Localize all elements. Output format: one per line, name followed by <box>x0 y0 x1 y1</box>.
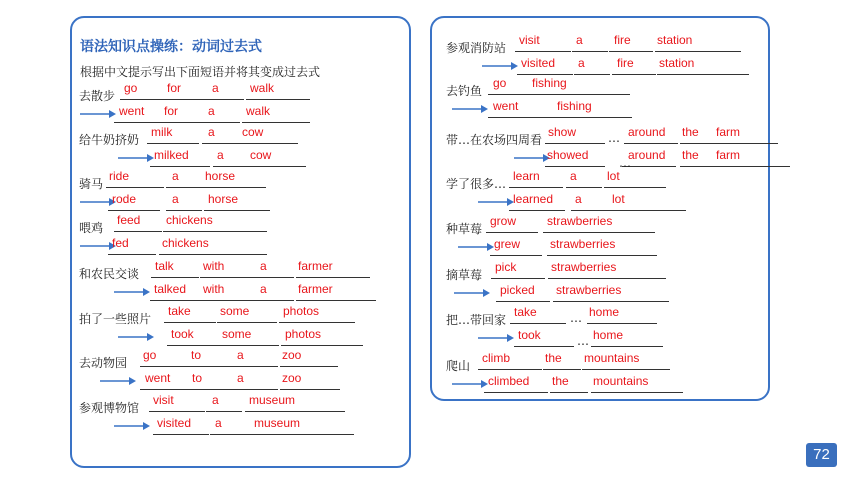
left-row-3-arrow-icon <box>80 198 116 206</box>
left-row-8-past-word: museum <box>254 416 301 430</box>
right-row-1-past-word: a <box>578 56 585 70</box>
right-row-3-present-underline <box>545 143 605 144</box>
left-row-2-past-underline <box>213 166 249 167</box>
right-row-7-present-word: take <box>514 305 537 319</box>
left-row-7-past-word: went <box>145 371 171 385</box>
right-row-8-past-underline <box>591 392 683 393</box>
left-row-4-past-underline <box>108 254 156 255</box>
right-row-6-present-word: strawberries <box>551 260 617 274</box>
left-row-5-present-underline <box>256 277 294 278</box>
right-row-7-present-word: home <box>589 305 620 319</box>
left-row-3-present-word: ride <box>109 169 130 183</box>
left-row-6-past-underline <box>167 345 219 346</box>
left-row-5-present-word: farmer <box>298 259 333 273</box>
left-row-5-past-underline <box>296 300 376 301</box>
right-row-4-present-underline <box>566 187 602 188</box>
left-row-6-present-underline <box>164 322 216 323</box>
left-row-3-present-underline <box>166 187 202 188</box>
right-row-2-past-underline <box>548 117 632 118</box>
left-row-5-present-word: talk <box>155 259 174 273</box>
right-row-1-past-underline <box>517 74 573 75</box>
right-row-4-past-underline <box>509 210 565 211</box>
right-row-3-chinese: 带…在农场四周看 <box>446 133 543 147</box>
right-row-6-chinese: 摘草莓 <box>446 268 483 282</box>
left-row-1-past-underline <box>114 122 160 123</box>
left-row-3-present-underline <box>200 187 266 188</box>
right-row-4-past-word: a <box>575 192 582 206</box>
left-row-8-arrow-icon <box>114 422 150 430</box>
right-row-6-present-word: pick <box>495 260 517 274</box>
right-row-8-past-word: mountains <box>593 374 649 388</box>
right-row-2-arrow-icon <box>452 105 488 113</box>
left-row-5-present-underline <box>200 277 256 278</box>
left-row-2-present-word: milk <box>151 125 173 139</box>
left-row-2-arrow-icon <box>118 154 154 162</box>
right-row-3-present-underline <box>680 143 714 144</box>
left-row-8-present-word: a <box>212 393 219 407</box>
instruction-text: 根据中文提示写出下面短语并将其变成过去式 <box>80 65 321 79</box>
left-row-5-present-word: with <box>203 259 225 273</box>
left-row-2-past-word: milked <box>154 148 189 162</box>
right-row-7-ellipsis: … <box>570 311 582 325</box>
right-row-2-past-underline <box>488 117 548 118</box>
right-row-4-past-underline <box>608 210 686 211</box>
left-row-2-present-word: a <box>208 125 215 139</box>
right-row-1-present-word: visit <box>519 33 540 47</box>
left-row-1-present-word: a <box>212 81 219 95</box>
left-row-4-arrow-icon <box>80 242 116 250</box>
right-row-8-arrow-icon <box>452 380 488 388</box>
right-row-6-past-underline <box>496 301 550 302</box>
left-row-7-chinese: 去动物园 <box>79 356 128 370</box>
left-row-4-present-underline <box>163 231 267 232</box>
left-row-8-present-word: visit <box>153 393 174 407</box>
right-row-3-present-word: farm <box>716 125 740 139</box>
right-row-8-past-underline <box>550 392 588 393</box>
left-row-1-past-word: a <box>208 104 215 118</box>
right-row-3-past-ellipsis: … <box>619 156 631 170</box>
left-row-4-past-word: chickens <box>162 236 209 250</box>
left-row-7-present-word: to <box>191 348 202 362</box>
right-row-4-present-word: learn <box>513 169 540 183</box>
left-row-2-past-word: cow <box>250 148 272 162</box>
right-row-2-present-word: fishing <box>532 76 567 90</box>
right-row-3-present-underline <box>714 143 778 144</box>
left-row-6-past-word: took <box>171 327 194 341</box>
left-row-1-present-word: go <box>124 81 138 95</box>
left-row-2-present-underline <box>147 143 199 144</box>
right-row-1-past-underline <box>574 74 610 75</box>
right-row-5-chinese: 种草莓 <box>446 222 483 236</box>
right-row-8-past-word: climbed <box>488 374 530 388</box>
right-row-1-present-underline <box>572 51 608 52</box>
right-row-5-present-underline <box>543 232 655 233</box>
left-row-5-present-underline <box>151 277 199 278</box>
left-row-5-past-word: farmer <box>298 282 333 296</box>
right-row-8-present-word: the <box>545 351 562 365</box>
left-row-5-present-underline <box>296 277 370 278</box>
right-row-4-present-word: lot <box>607 169 620 183</box>
left-row-7-present-underline <box>140 366 188 367</box>
right-row-4-chinese: 学了很多… <box>446 177 507 191</box>
left-row-7-past-word: a <box>237 371 244 385</box>
left-row-5-past-word: a <box>260 282 267 296</box>
right-row-1-present-word: fire <box>614 33 631 47</box>
left-row-4-chinese: 喂鸡 <box>79 221 104 235</box>
right-row-6-past-underline <box>553 301 669 302</box>
left-row-5-past-word: with <box>203 282 225 296</box>
left-row-7-past-underline <box>234 389 278 390</box>
right-row-7-chinese: 把…带回家 <box>446 313 507 327</box>
right-row-3-past-underline <box>680 166 714 167</box>
left-row-1-past-word: for <box>164 104 179 118</box>
right-row-8-present-word: climb <box>482 351 511 365</box>
right-row-3-past-word: the <box>682 148 699 162</box>
right-row-4-past-underline <box>571 210 609 211</box>
left-row-7-past-underline <box>188 389 234 390</box>
left-row-1-present-underline <box>120 99 164 100</box>
left-row-6-present-underline <box>279 322 355 323</box>
right-row-2-past-word: fishing <box>557 99 592 113</box>
left-row-2-present-underline <box>202 143 238 144</box>
left-row-2-present-word: cow <box>242 125 264 139</box>
left-row-6-chinese: 拍了一些照片 <box>79 312 152 326</box>
left-row-1-arrow-icon <box>80 110 116 118</box>
right-row-2-present-underline <box>488 94 530 95</box>
left-row-8-present-underline <box>149 411 205 412</box>
left-row-4-present-underline <box>114 231 162 232</box>
right-row-1-arrow-icon <box>482 62 518 70</box>
right-row-3-past-underline <box>545 166 605 167</box>
page-title: 语法知识点操练：动词过去式 <box>80 39 262 55</box>
left-row-3-present-word: a <box>172 169 179 183</box>
right-row-5-past-underline <box>490 255 542 256</box>
right-row-1-past-word: station <box>659 56 695 70</box>
right-row-3-arrow-icon <box>514 154 550 162</box>
right-row-3-past-word: farm <box>716 148 740 162</box>
left-row-3-present-underline <box>106 187 164 188</box>
left-row-8-past-word: visited <box>157 416 192 430</box>
right-row-3-past-underline <box>714 166 790 167</box>
right-row-3-present-word: show <box>548 125 577 139</box>
right-row-4-present-word: a <box>570 169 577 183</box>
right-row-7-past-underline <box>514 346 574 347</box>
left-row-1-past-word: walk <box>246 104 271 118</box>
right-row-3-present-underline <box>624 143 678 144</box>
left-row-1-present-word: for <box>167 81 182 95</box>
left-row-7-present-underline <box>188 366 234 367</box>
right-row-8-present-underline <box>543 369 581 370</box>
left-row-6-present-underline <box>217 322 277 323</box>
left-row-1-past-underline <box>204 122 240 123</box>
left-row-7-present-word: a <box>237 348 244 362</box>
left-row-3-past-underline <box>204 210 270 211</box>
left-row-5-past-underline <box>200 300 256 301</box>
left-row-3-past-word: rode <box>112 192 137 206</box>
left-row-4-past-word: fed <box>112 236 129 250</box>
left-row-6-past-underline <box>281 345 363 346</box>
right-row-7-past-word: took <box>518 328 541 342</box>
left-row-2-present-underline <box>238 143 298 144</box>
right-row-2-present-word: go <box>493 76 507 90</box>
right-row-1-chinese: 参观消防站 <box>446 41 507 55</box>
right-row-4-present-underline <box>509 187 563 188</box>
left-row-5-arrow-icon <box>114 288 150 296</box>
right-row-2-present-underline <box>530 94 630 95</box>
left-row-3-past-word: a <box>172 192 179 206</box>
left-row-1-past-underline <box>242 122 310 123</box>
left-row-7-past-underline <box>280 389 340 390</box>
left-row-5-present-word: a <box>260 259 267 273</box>
left-row-5-past-underline <box>150 300 200 301</box>
right-row-7-present-underline <box>510 323 566 324</box>
right-row-4-past-word: learned <box>513 192 554 206</box>
left-row-5-past-underline <box>256 300 294 301</box>
right-row-4-arrow-icon <box>478 198 514 206</box>
right-row-3-past-word: around <box>628 148 666 162</box>
left-row-4-present-word: chickens <box>166 213 213 227</box>
right-row-5-arrow-icon <box>458 243 494 251</box>
left-row-8-past-underline <box>250 434 354 435</box>
right-row-6-present-underline <box>548 278 666 279</box>
left-row-6-arrow-icon <box>118 333 154 341</box>
left-row-7-past-word: to <box>192 371 203 385</box>
right-row-3-present-word: around <box>628 125 666 139</box>
left-row-5-chinese: 和农民交谈 <box>79 267 140 281</box>
left-row-3-past-underline <box>166 210 202 211</box>
left-row-1-past-word: went <box>119 104 145 118</box>
left-row-3-present-word: horse <box>205 169 236 183</box>
left-row-4-present-word: feed <box>117 213 141 227</box>
right-row-7-past-underline <box>591 346 663 347</box>
right-row-1-present-underline <box>515 51 571 52</box>
left-row-3-chinese: 骑马 <box>79 177 104 191</box>
left-row-8-present-word: museum <box>249 393 296 407</box>
right-row-3-past-word: showed <box>547 148 589 162</box>
right-row-2-past-word: went <box>493 99 519 113</box>
right-row-7-present-underline <box>587 323 657 324</box>
left-row-8-past-underline <box>153 434 209 435</box>
right-row-5-present-underline <box>486 232 538 233</box>
left-row-6-present-word: take <box>168 304 191 318</box>
right-row-5-present-word: grow <box>490 214 517 228</box>
left-row-1-present-underline <box>208 99 244 100</box>
left-row-6-past-word: some <box>222 327 252 341</box>
left-row-2-past-underline <box>246 166 306 167</box>
right-row-5-past-underline <box>547 255 657 256</box>
left-row-1-present-underline <box>246 99 310 100</box>
left-row-7-present-underline <box>280 366 338 367</box>
left-row-7-present-underline <box>234 366 278 367</box>
left-row-4-past-underline <box>159 254 267 255</box>
left-row-1-chinese: 去散步 <box>79 89 116 103</box>
left-row-8-present-underline <box>245 411 345 412</box>
right-row-8-present-word: mountains <box>584 351 640 365</box>
left-row-2-past-underline <box>150 166 210 167</box>
right-row-1-past-word: visited <box>521 56 556 70</box>
left-row-7-arrow-icon <box>100 377 136 385</box>
right-row-8-present-underline <box>582 369 670 370</box>
right-row-4-present-underline <box>604 187 666 188</box>
right-row-8-present-underline <box>478 369 542 370</box>
right-row-1-present-word: station <box>657 33 693 47</box>
right-row-3-present-word: the <box>682 125 699 139</box>
left-row-7-past-underline <box>140 389 190 390</box>
right-row-2-chinese: 去钓鱼 <box>446 84 483 98</box>
page-number: 72 <box>806 443 837 467</box>
left-row-1-present-underline <box>164 99 208 100</box>
right-row-8-past-underline <box>484 392 548 393</box>
right-row-6-present-underline <box>491 278 545 279</box>
right-row-6-past-word: picked <box>500 283 535 297</box>
left-row-3-past-underline <box>108 210 160 211</box>
left-row-7-present-word: zoo <box>282 348 302 362</box>
left-row-6-past-underline <box>219 345 279 346</box>
right-row-1-present-word: a <box>576 33 583 47</box>
left-row-7-past-word: zoo <box>282 371 302 385</box>
left-row-8-past-word: a <box>215 416 222 430</box>
right-row-5-present-word: strawberries <box>547 214 613 228</box>
right-row-8-chinese: 爬山 <box>446 359 471 373</box>
right-row-4-past-word: lot <box>612 192 625 206</box>
left-row-2-chinese: 给牛奶挤奶 <box>79 133 140 147</box>
right-row-6-past-word: strawberries <box>556 283 622 297</box>
left-row-7-present-word: go <box>143 348 157 362</box>
left-row-6-present-word: some <box>220 304 250 318</box>
right-row-5-past-word: grew <box>494 237 521 251</box>
left-row-2-past-word: a <box>217 148 224 162</box>
right-row-7-past-word: home <box>593 328 624 342</box>
right-row-7-past-ellipsis: … <box>577 334 589 348</box>
left-row-3-past-word: horse <box>208 192 239 206</box>
left-row-8-present-underline <box>206 411 242 412</box>
right-row-6-arrow-icon <box>454 289 490 297</box>
right-row-1-past-underline <box>612 74 656 75</box>
left-row-1-past-underline <box>160 122 204 123</box>
left-row-8-past-underline <box>210 434 250 435</box>
left-row-6-present-word: photos <box>283 304 320 318</box>
right-row-7-arrow-icon <box>478 334 514 342</box>
left-row-1-present-word: walk <box>250 81 275 95</box>
right-row-3-ellipsis: … <box>608 131 620 145</box>
right-row-5-past-word: strawberries <box>550 237 616 251</box>
right-row-1-present-underline <box>609 51 653 52</box>
right-row-1-past-underline <box>657 74 749 75</box>
right-row-1-past-word: fire <box>617 56 634 70</box>
right-row-1-present-underline <box>655 51 741 52</box>
left-row-8-chinese: 参观博物馆 <box>79 401 140 415</box>
left-row-5-past-word: talked <box>154 282 187 296</box>
right-row-8-past-word: the <box>552 374 569 388</box>
left-row-6-past-word: photos <box>285 327 322 341</box>
